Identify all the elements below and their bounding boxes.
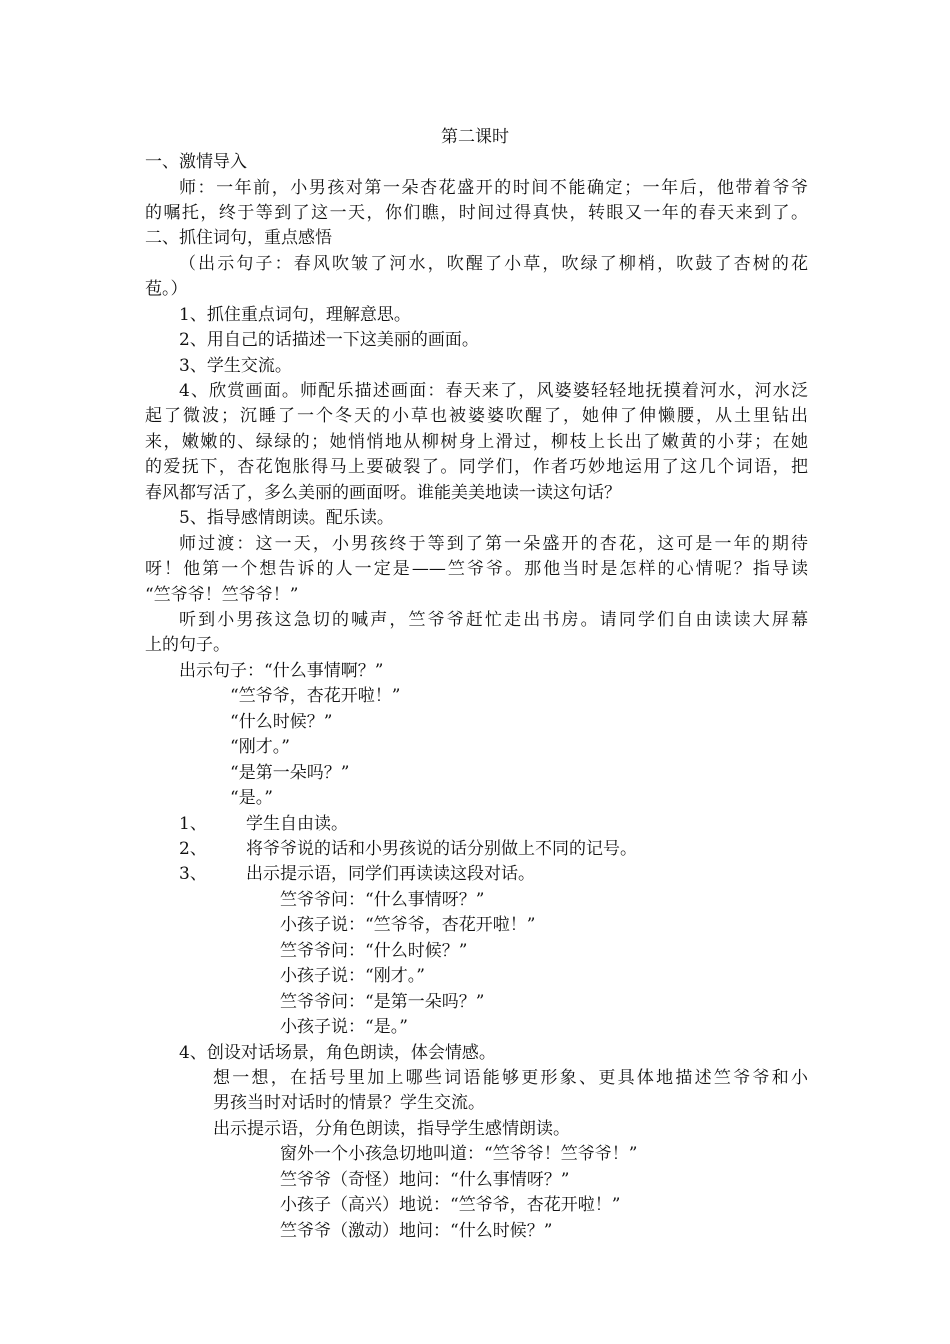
paragraph-line: 想一想，在括号里加上哪些词语能够更形象、更具体地描述竺爷爷和小	[213, 1068, 808, 1088]
paragraph-line: 师过渡：这一天，小男孩终于等到了第一朵盛开的杏花，这可是一年的期待	[179, 534, 808, 554]
step-number: 1、	[179, 814, 207, 834]
paragraph-line: 的嘱托，终于等到了这一天，你们瞧，时间过得真快，转眼又一年的春天来到了。	[145, 203, 808, 223]
prompt-line: 竺爷爷问：“是第一朵吗？”	[280, 992, 485, 1012]
dialog-line: “刚才。”	[230, 737, 290, 757]
paragraph-line: 上的句子。	[145, 635, 230, 655]
paragraph-line: “竺爷爷！竺爷爷！”	[145, 585, 299, 605]
role-line: 竺爷爷（奇怪）地问：“什么事情呀？”	[280, 1170, 570, 1190]
lesson-title: 第二课时	[441, 127, 509, 147]
step-text: 将爷爷说的话和小男孩说的话分别做上不同的记号。	[246, 839, 637, 859]
paragraph-line: 出示提示语，分角色朗读，指导学生感情朗读。	[213, 1119, 570, 1139]
prompt-line: 小孩子说：“刚才。”	[280, 966, 425, 986]
paragraph-line: 来，嫩嫩的、绿绿的；她悄悄地从柳树身上滑过，柳枝上长出了嫩黄的小芽；在她	[145, 432, 808, 452]
paragraph-line: （出示句子：春风吹皱了河水，吹醒了小草，吹绿了柳梢，吹鼓了杏树的花	[179, 254, 808, 274]
paragraph-line: 呀！他第一个想告诉的人一定是——竺爷爷。那他当时是怎样的心情呢？指导读	[145, 559, 808, 579]
list-item: 3、学生交流。	[179, 356, 292, 376]
list-item: 2、用自己的话描述一下这美丽的画面。	[179, 330, 479, 350]
paragraph-line: 春风都写活了，多么美丽的画面呀。谁能美美地读一读这句话？	[145, 483, 621, 503]
prompt-line: 竺爷爷问：“什么事情呀？”	[280, 890, 485, 910]
prompt-line: 小孩子说：“竺爷爷，杏花开啦！”	[280, 915, 536, 935]
dialog-line: “什么时候？”	[230, 712, 333, 732]
paragraph-line: 的爱抚下，杏花饱胀得马上要破裂了。同学们，作者巧妙地运用了这几个词语，把	[145, 457, 808, 477]
section-2-heading: 二、抓住词句，重点感悟	[145, 228, 332, 248]
prompt-line: 小孩子说：“是。”	[280, 1017, 408, 1037]
prompt-line: 竺爷爷问：“什么时候？”	[280, 941, 468, 961]
dialog-line: “是第一朵吗？”	[230, 763, 350, 783]
paragraph-line: 男孩当时对话时的情景？学生交流。	[213, 1093, 485, 1113]
step-text: 出示提示语，同学们再读读这段对话。	[246, 864, 535, 884]
dialog-line: “竺爷爷，杏花开啦！”	[230, 686, 401, 706]
paragraph-line: 听到小男孩这急切的喊声，竺爷爷赶忙走出书房。请同学们自由读读大屏幕	[179, 610, 808, 630]
list-item: 4、创设对话场景，角色朗读，体会情感。	[179, 1043, 496, 1063]
role-line: 小孩子（高兴）地说：“竺爷爷，杏花开啦！”	[280, 1195, 621, 1215]
role-line: 窗外一个小孩急切地叫道：“竺爷爷！竺爷爷！”	[280, 1144, 638, 1164]
quote-label: 出示句子：“什么事情啊？”	[179, 661, 384, 681]
paragraph-line: 起了微波；沉睡了一个冬天的小草也被婆婆吹醒了，她伸了伸懒腰，从土里钻出	[145, 406, 808, 426]
step-number: 3、	[179, 864, 207, 884]
role-line: 竺爷爷（激动）地问：“什么时候？”	[280, 1221, 553, 1241]
paragraph-line: 师：一年前，小男孩对第一朵杏花盛开的时间不能确定；一年后，他带着爷爷	[179, 178, 808, 198]
dialog-line: “是。”	[230, 788, 273, 808]
step-text: 学生自由读。	[246, 814, 348, 834]
section-1-heading: 一、激情导入	[145, 152, 247, 172]
paragraph-line: 4、欣赏画面。师配乐描述画面：春天来了，风婆婆轻轻地抚摸着河水，河水泛	[179, 381, 808, 401]
step-number: 2、	[179, 839, 207, 859]
list-item: 1、抓住重点词句，理解意思。	[179, 305, 411, 325]
paragraph-line: 苞。）	[145, 279, 188, 299]
list-item: 5、指导感情朗读。配乐读。	[179, 508, 394, 528]
